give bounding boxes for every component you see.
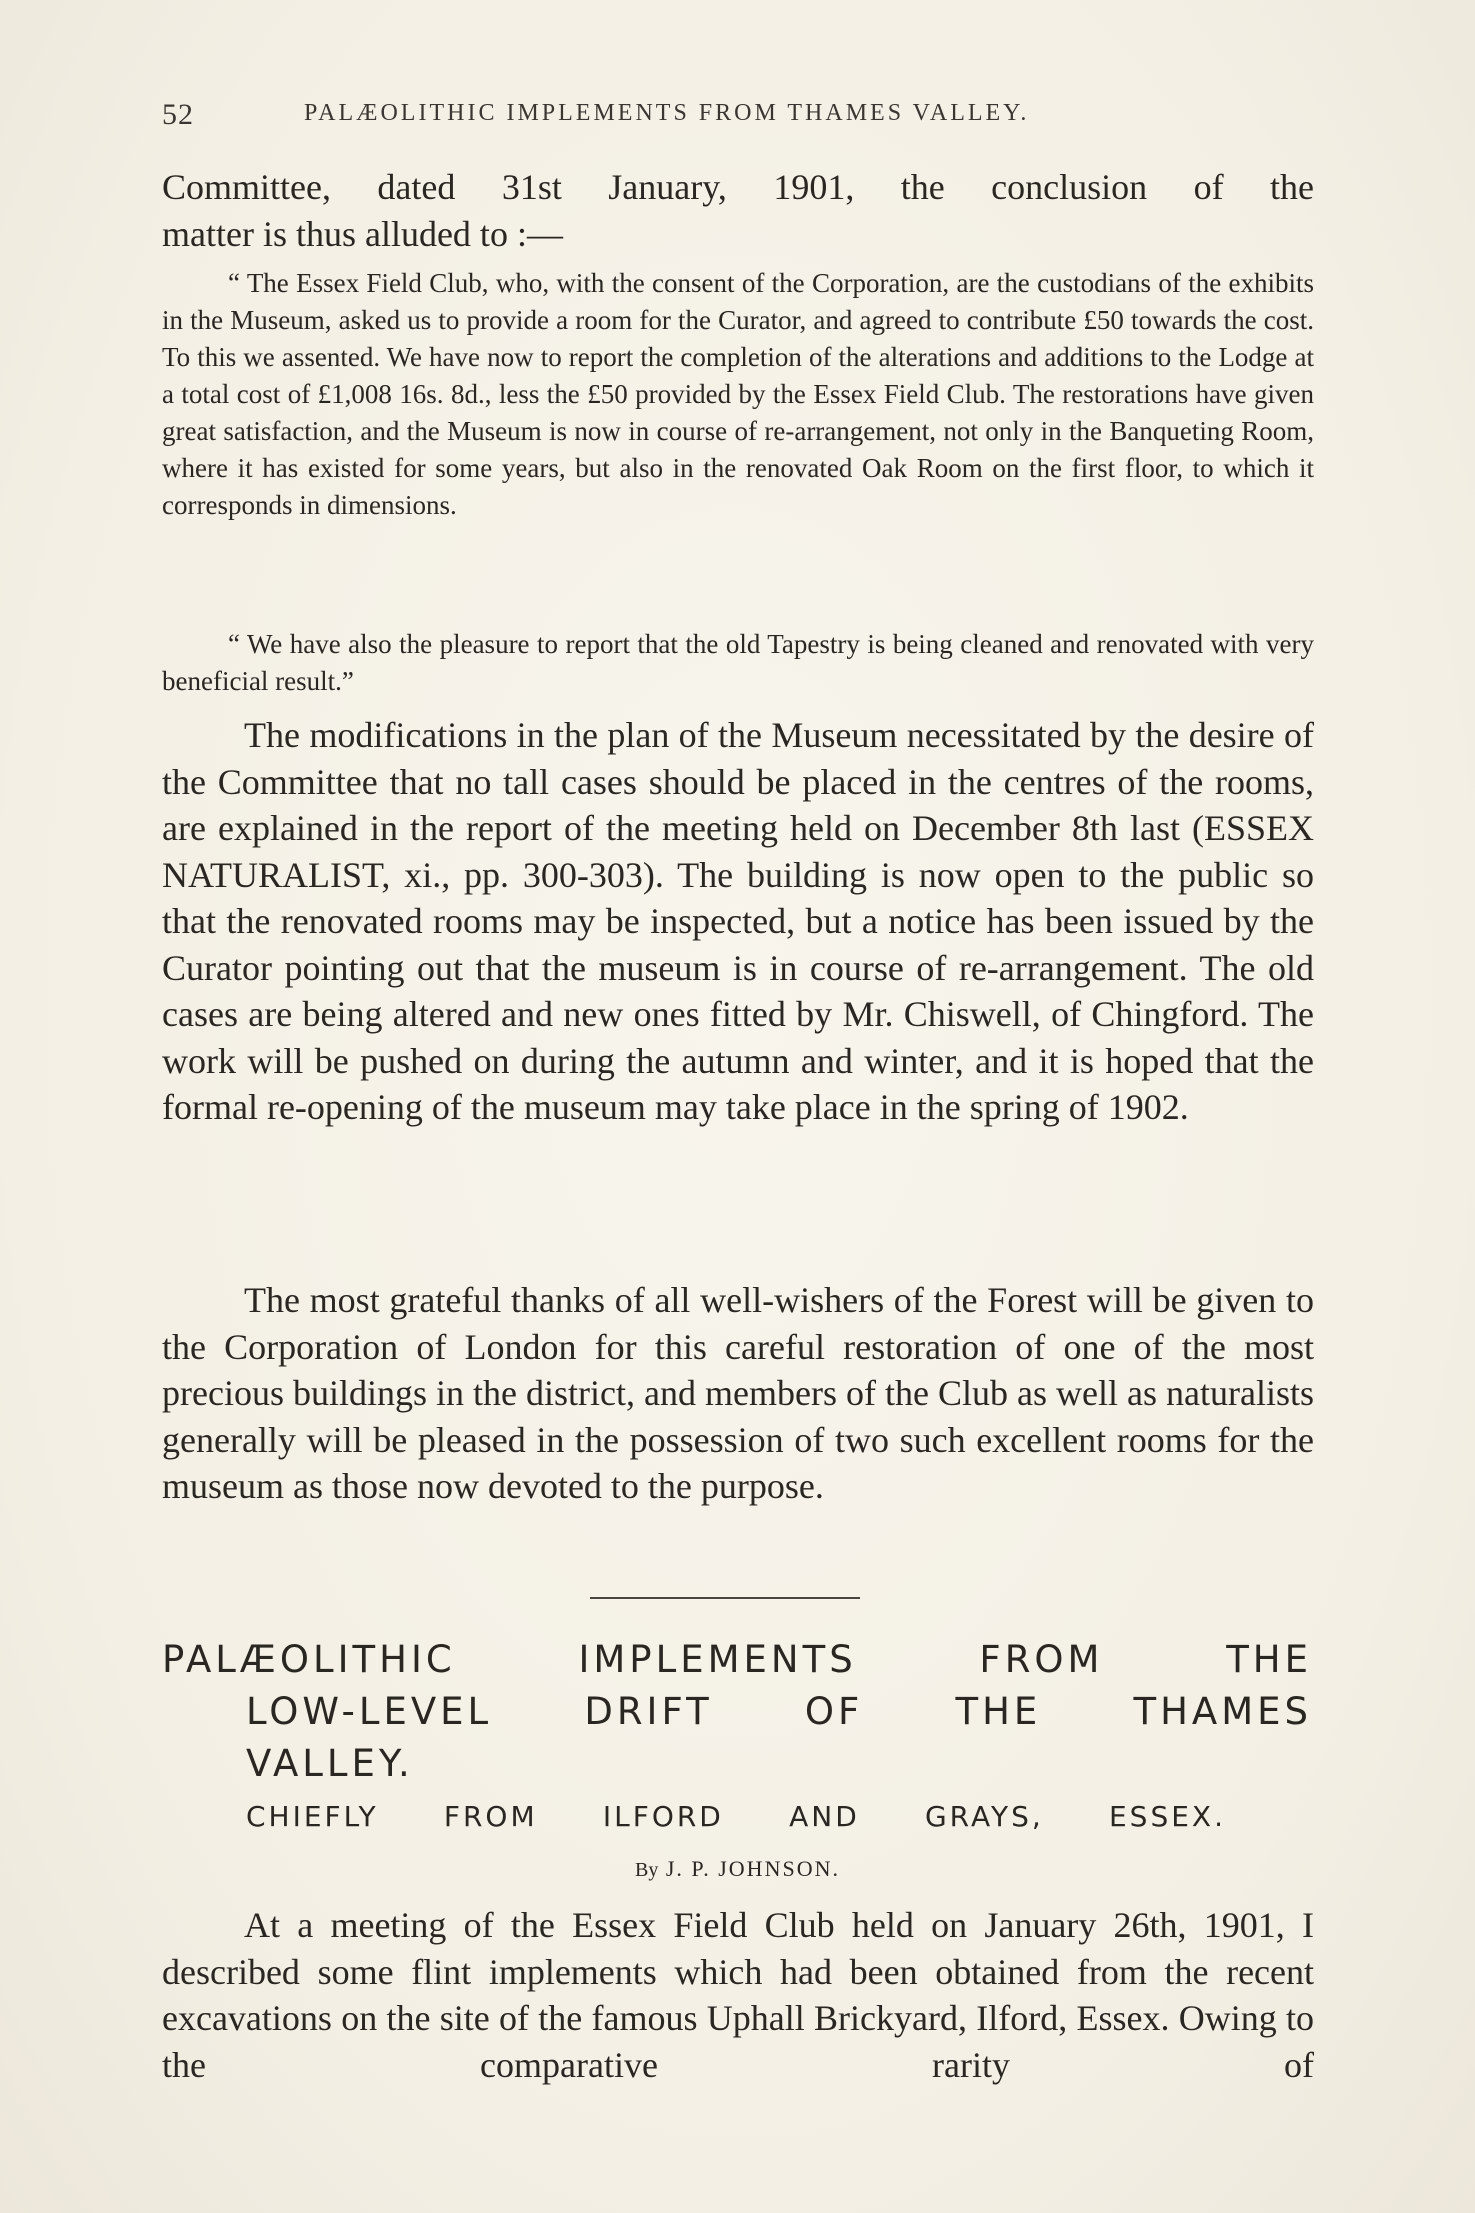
intro-line-2: matter is thus alluded to :— [162, 214, 563, 254]
author-name: J. P. JOHNSON. [665, 1856, 840, 1881]
article-title-line-2: LOW-LEVEL DRIFT OF THE THAMES [246, 1690, 1312, 1733]
paragraph-museum-modifications: The modifications in the plan of the Museum necessitated by the desire of the Committee that no tall cases should be placed in the centres of the rooms, are explained in the report of the meeting held on December 8th last (ESSEX NATURALIST, xi., pp. 300-303). The building is now open to the public so that the renovated rooms may be inspected, but a notice has been issued by the Curator pointing out that the museum is in course of re-arrangement. The old cases are being altered and new ones fitted by Mr. Chiswell, of Chingford. The work will be pushed on during the autumn and winter, and it is hoped that the formal re-opening of the museum may take place in the spring of 1902. [162, 715, 1314, 1127]
section-divider [590, 1597, 860, 1599]
committee-quote-2: “ We have also the pleasure to report that the old Tapestry is being cleaned and renovated with very beneficial result.” [162, 629, 1314, 696]
byline-prefix: By [635, 1859, 659, 1881]
article-title [162, 1634, 1312, 1790]
paragraph-article-opening: At a meeting of the Essex Field Club held on January 26th, 1901, I described some flint implements which had been obtained from the recent excavations on the site of the famous Uphall Brickyard, Ilford, Essex. Owing to the comparative rarity of [162, 1905, 1314, 2085]
running-title: PALÆOLITHIC IMPLEMENTS FROM THAMES VALLEY. [304, 100, 1030, 126]
article-title-line-3: VALLEY. [246, 1742, 414, 1785]
byline [0, 1856, 1475, 1882]
intro-line-1: Committee, dated 31st January, 1901, the conclusion of the [162, 167, 1314, 207]
committee-quote-1: “ The Essex Field Club, who, with the consent of the Corporation, are the custodians of the exhibits in the Museum, asked us to provide a room for the Curator, and agreed to contribute £50 towards the cost. To this we assented. We have now to report the completion of the alterations and additions to the Lodge at a total cost of £1,008 16s. 8d., less the £50 provided by the Essex Field Club. The restorations have given great satisfaction, and the Museum is now in course of re-arrangement, not only in the Banqueting Room, where it has existed for some years, but also in the renovated Oak Room on the first floor, to which it corresponds in dimensions. [162, 268, 1314, 520]
article-subtitle: CHIEFLY FROM ILFORD AND GRAYS, ESSEX. [246, 1800, 1226, 1833]
article-title-line-1: PALÆOLITHIC IMPLEMENTS FROM THE [162, 1638, 1312, 1681]
page-number: 52 [162, 98, 194, 131]
paragraph-thanks: The most grateful thanks of all well-wishers of the Forest will be given to the Corporation of London for this careful restoration of one of the most precious buildings in the district, and members of the Club as well as naturalists generally will be pleased in the possession of two such excellent rooms for the museum as those now devoted to the purpose. [162, 1280, 1314, 1506]
